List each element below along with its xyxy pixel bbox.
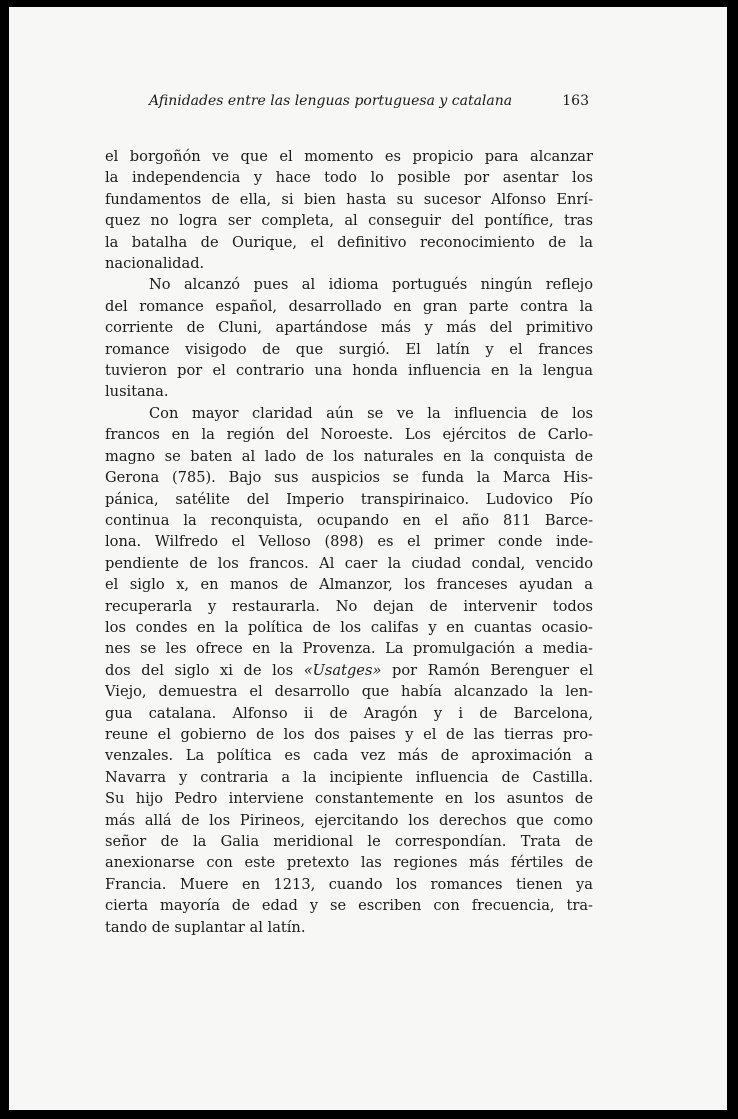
text-line [105,660,593,681]
text-line: Francia. Muere en 1213, cuando los romances tienen ya [105,875,593,893]
text-line: nes se les ofrece en la Provenza. La promulgación a media- [105,640,593,658]
body-text [105,146,593,938]
text-line: anexionarse con este pretexto las regiones más fértiles de [105,854,593,872]
text-line: Su hijo Pedro interviene constantemente en los asuntos de [105,790,593,808]
text-line: cierta mayoría de edad y se escriben con frecuencia, tra- [105,897,593,915]
text-line: Con mayor claridad aún se ve la influencia de los [149,404,593,422]
text-line: romance visigodo de que surgió. El latín y el frances [105,340,593,358]
text-line: quez no logra ser completa, al conseguir del pontífice, tras [105,212,593,230]
text-line: magno se baten al lado de los naturales en la conquista de [105,447,593,465]
text-line: del romance español, desarrollado en gran parte contra la [105,297,593,315]
text-fragment: dos del siglo xi de los [105,661,304,679]
text-line: continua la reconquista, ocupando en el año 811 Barce- [105,511,593,529]
text-line: recuperarla y restaurarla. No dejan de intervenir todos [105,597,593,615]
text-line: reune el gobierno de los dos paises y el de las tierras pro- [105,725,593,743]
text-line: lona. Wilfredo el Velloso (898) es el primer conde inde- [105,533,593,551]
text-line: venzales. La política es cada vez más de aproximación a [105,747,593,765]
text-line: los condes en la política de los califas y en cuantas ocasio- [105,618,593,636]
text-line: pendiente de los francos. Al caer la ciudad condal, vencido [105,554,593,572]
text-line: la batalha de Ourique, el definitivo reconocimiento de la [105,233,593,251]
text-line: Viejo, demuestra el desarrollo que había alcanzado la len- [105,683,593,701]
book-page [9,7,727,1110]
running-header [149,93,589,109]
page-number: 163 [562,93,589,109]
text-line: gua catalana. Alfonso ii de Aragón y i de Barcelona, [105,704,593,722]
text-line: señor de la Galia meridional le correspondían. Trata de [105,833,593,850]
text-line: el siglo x, en manos de Almanzor, los franceses ayudan a [105,576,593,594]
text-line: lusitana. [105,383,169,401]
text-line: Gerona (785). Bajo sus auspicios se funda la Marca His- [105,469,593,487]
text-line: la independencia y hace todo lo posible por asentar los [105,169,593,187]
text-line: Navarra y contraria a la incipiente influencia de Castilla. [105,768,593,786]
text-line: pánica, satélite del Imperio transpirinaico. Ludovico Pío [105,490,593,508]
text-line: nacionalidad. [105,255,205,273]
text-line: tando de suplantar al latín. [105,918,306,936]
text-line: el borgoñón ve que el momento es propicio para alcanzar [105,148,593,165]
text-line: más allá de los Pirineos, ejercitando los derechos que como [105,811,593,829]
text-line: No alcanzó pues al idioma portugués ningún reflejo [149,276,593,294]
text-line: francos en la región del Noroeste. Los ejércitos de Carlo- [105,426,593,444]
text-line: fundamentos de ella, si bien hasta su sucesor Alfonso Enrí- [105,190,593,208]
running-title: Afinidades entre las lenguas portuguesa y catalana [149,93,513,109]
italic-term: «Usatges» [303,661,382,679]
text-line: corriente de Cluni, apartándose más y más del primitivo [105,319,593,337]
text-line: tuvieron por el contrario una honda influencia en la lengua [105,362,593,380]
text-fragment: por Ramón Berenguer el [381,661,593,679]
